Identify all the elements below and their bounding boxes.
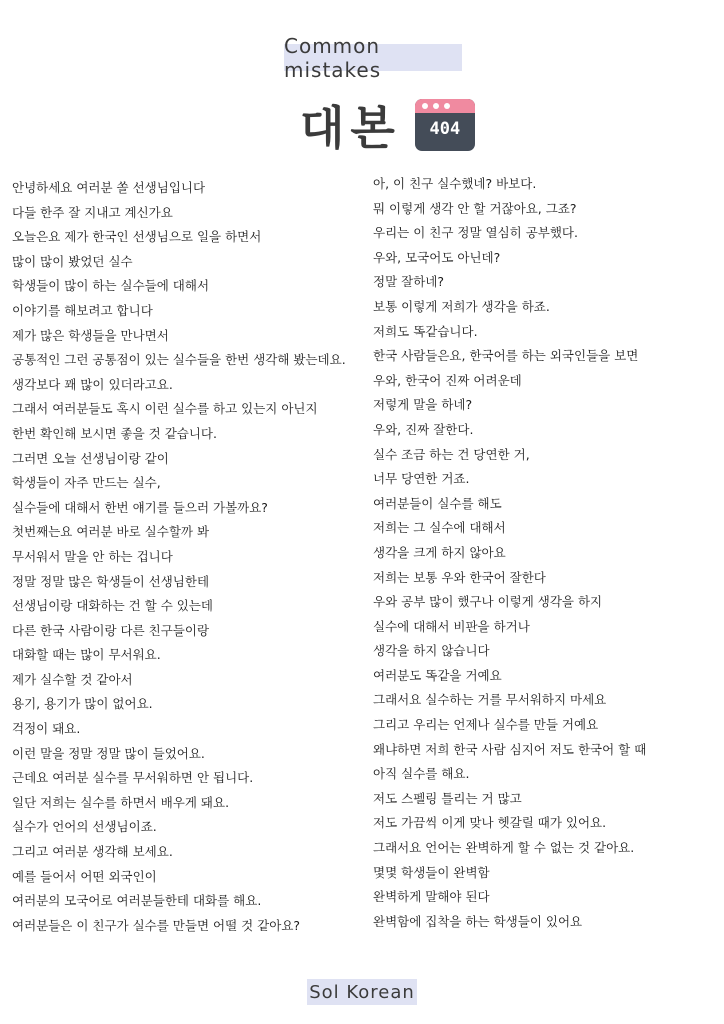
script-line: 우리는 이 친구 정말 열심히 공부했다. bbox=[373, 225, 578, 241]
script-line: 선생님이랑 대화하는 건 할 수 있는데 bbox=[12, 598, 213, 614]
page-title: 대본 bbox=[300, 101, 401, 155]
script-line: 여러분들이 실수를 해도 bbox=[373, 495, 502, 511]
script-line: 이야기를 해보려고 합니다 bbox=[12, 302, 153, 318]
script-line: 대화할 때는 많이 무서워요. bbox=[12, 647, 161, 663]
script-line: 한번 확인해 보시면 좋을 것 같습니다. bbox=[12, 425, 217, 441]
script-line: 오늘은요 제가 한국인 선생님으로 일을 하면서 bbox=[12, 229, 262, 245]
script-line: 저희도 똑같습니다. bbox=[373, 323, 478, 339]
window-dot bbox=[444, 103, 450, 109]
script-line: 그래서요 실수하는 거를 무서워하지 마세요 bbox=[373, 692, 607, 708]
window-dot bbox=[422, 103, 428, 109]
script-line: 한국 사람들은요, 한국어를 하는 외국인들을 보면 bbox=[373, 348, 639, 364]
script-line: 일단 저희는 실수를 하면서 배우게 돼요. bbox=[12, 794, 230, 810]
script-line: 그래서 여러분들도 혹시 이런 실수를 하고 있는지 아닌지 bbox=[12, 401, 318, 417]
script-line: 다른 한국 사람이랑 다른 친구들이랑 bbox=[12, 622, 210, 638]
script-line: 저희는 보통 우와 한국어 잘한다 bbox=[373, 569, 546, 585]
script-line: 공통적인 그런 공통점이 있는 실수들을 한번 생각해 봤는데요. bbox=[12, 352, 346, 368]
script-line: 안녕하세요 여러분 쏠 선생님입니다 bbox=[12, 180, 206, 195]
script-line: 실수들에 대해서 한번 얘기를 들으러 가볼까요? bbox=[12, 499, 268, 515]
script-line: 우와, 진짜 잘한다. bbox=[373, 421, 474, 437]
script-line: 여러분들은 이 친구가 실수를 만들면 어떨 것 같아요? bbox=[12, 917, 301, 933]
script-line: 저희는 그 실수에 대해서 bbox=[373, 520, 506, 536]
title-row bbox=[300, 90, 475, 160]
script-line: 용기, 용기가 많이 없어요. bbox=[12, 696, 153, 712]
script-line: 근데요 여러분 실수를 무서워하면 안 됩니다. bbox=[12, 770, 254, 786]
script-line: 우와, 모국어도 아닌데? bbox=[373, 249, 501, 265]
script-line: 저도 가끔씩 이게 맞나 헷갈릴 때가 있어요. bbox=[373, 815, 607, 831]
script-line: 여러분의 모국어로 여러분들한테 대화를 해요. bbox=[12, 893, 262, 909]
script-line: 정말 잘하네? bbox=[373, 274, 444, 290]
error-code: 404 bbox=[429, 119, 461, 139]
script-line: 그리고 여러분 생각해 보세요. bbox=[12, 844, 173, 860]
script-line: 제가 많은 학생들을 만나면서 bbox=[12, 327, 169, 343]
script-line: 생각을 크게 하지 않아요 bbox=[373, 544, 506, 560]
script-line: 제가 실수할 것 같아서 bbox=[12, 671, 133, 687]
script-line: 여러분도 똑같을 거예요 bbox=[373, 667, 502, 683]
browser-404-icon bbox=[415, 99, 475, 151]
script-line: 이런 말을 정말 정말 많이 들었어요. bbox=[12, 745, 205, 761]
script-line: 아직 실수를 해요. bbox=[373, 766, 470, 782]
window-dot bbox=[433, 103, 439, 109]
left-column bbox=[12, 176, 348, 938]
script-line: 실수가 언어의 선생님이죠. bbox=[12, 819, 157, 835]
script-line: 저렇게 말을 하네? bbox=[373, 397, 473, 413]
script-line: 그리고 우리는 언제나 실수를 만들 거예요 bbox=[373, 717, 599, 733]
script-line: 그러면 오늘 선생님이랑 같이 bbox=[12, 450, 169, 466]
script-line: 생각을 하지 않습니다 bbox=[373, 643, 490, 659]
script-line: 학생들이 많이 하는 실수들에 대해서 bbox=[12, 278, 210, 294]
script-line: 다들 한주 잘 지내고 계신가요 bbox=[12, 204, 173, 220]
script-line: 저도 스펠링 틀리는 거 많고 bbox=[373, 790, 522, 806]
script-line: 뭐 이렇게 생각 안 할 거잖아요, 그죠? bbox=[373, 200, 577, 216]
script-line: 우와, 한국어 진짜 어려운데 bbox=[373, 372, 522, 388]
script-line: 무서워서 말을 안 하는 겁니다 bbox=[12, 548, 173, 564]
script-line: 실수에 대해서 비판을 하거나 bbox=[373, 618, 530, 634]
script-line: 걱정이 돼요. bbox=[12, 721, 81, 737]
script-line: 실수 조금 하는 건 당연한 거, bbox=[373, 446, 530, 462]
footer-label: Sol Korean bbox=[307, 979, 417, 1005]
script-line: 첫번째는요 여러분 바로 실수할까 봐 bbox=[12, 524, 210, 540]
script-line: 보통 이렇게 저희가 생각을 하죠. bbox=[373, 298, 550, 314]
script-line: 많이 많이 봤었던 실수 bbox=[12, 253, 133, 269]
script-line: 아, 이 친구 실수했네? 바보다. bbox=[373, 176, 537, 191]
script-line: 몇몇 학생들이 완벽함 bbox=[373, 864, 490, 880]
script-line: 완벽함에 집착을 하는 학생들이 있어요 bbox=[373, 913, 583, 929]
script-line: 예를 들어서 어떤 외국인이 bbox=[12, 868, 157, 884]
script-line: 너무 당연한 거죠. bbox=[373, 471, 470, 487]
script-line: 왜냐하면 저희 한국 사람 심지어 저도 한국어 할 때 bbox=[373, 741, 647, 757]
script-line: 생각보다 꽤 많이 있더라고요. bbox=[12, 376, 173, 392]
script-line: 우와 공부 많이 했구나 이렇게 생각을 하지 bbox=[373, 594, 603, 610]
script-line: 그래서요 언어는 완벽하게 할 수 없는 것 같아요. bbox=[373, 840, 635, 856]
script-line: 학생들이 자주 만드는 실수, bbox=[12, 475, 161, 491]
script-line: 완벽하게 말해야 된다 bbox=[373, 889, 490, 905]
browser-bar bbox=[415, 99, 475, 113]
right-column bbox=[373, 172, 713, 934]
script-line: 정말 정말 많은 학생들이 선생님한테 bbox=[12, 573, 210, 589]
header-label: Common mistakes bbox=[284, 44, 462, 71]
